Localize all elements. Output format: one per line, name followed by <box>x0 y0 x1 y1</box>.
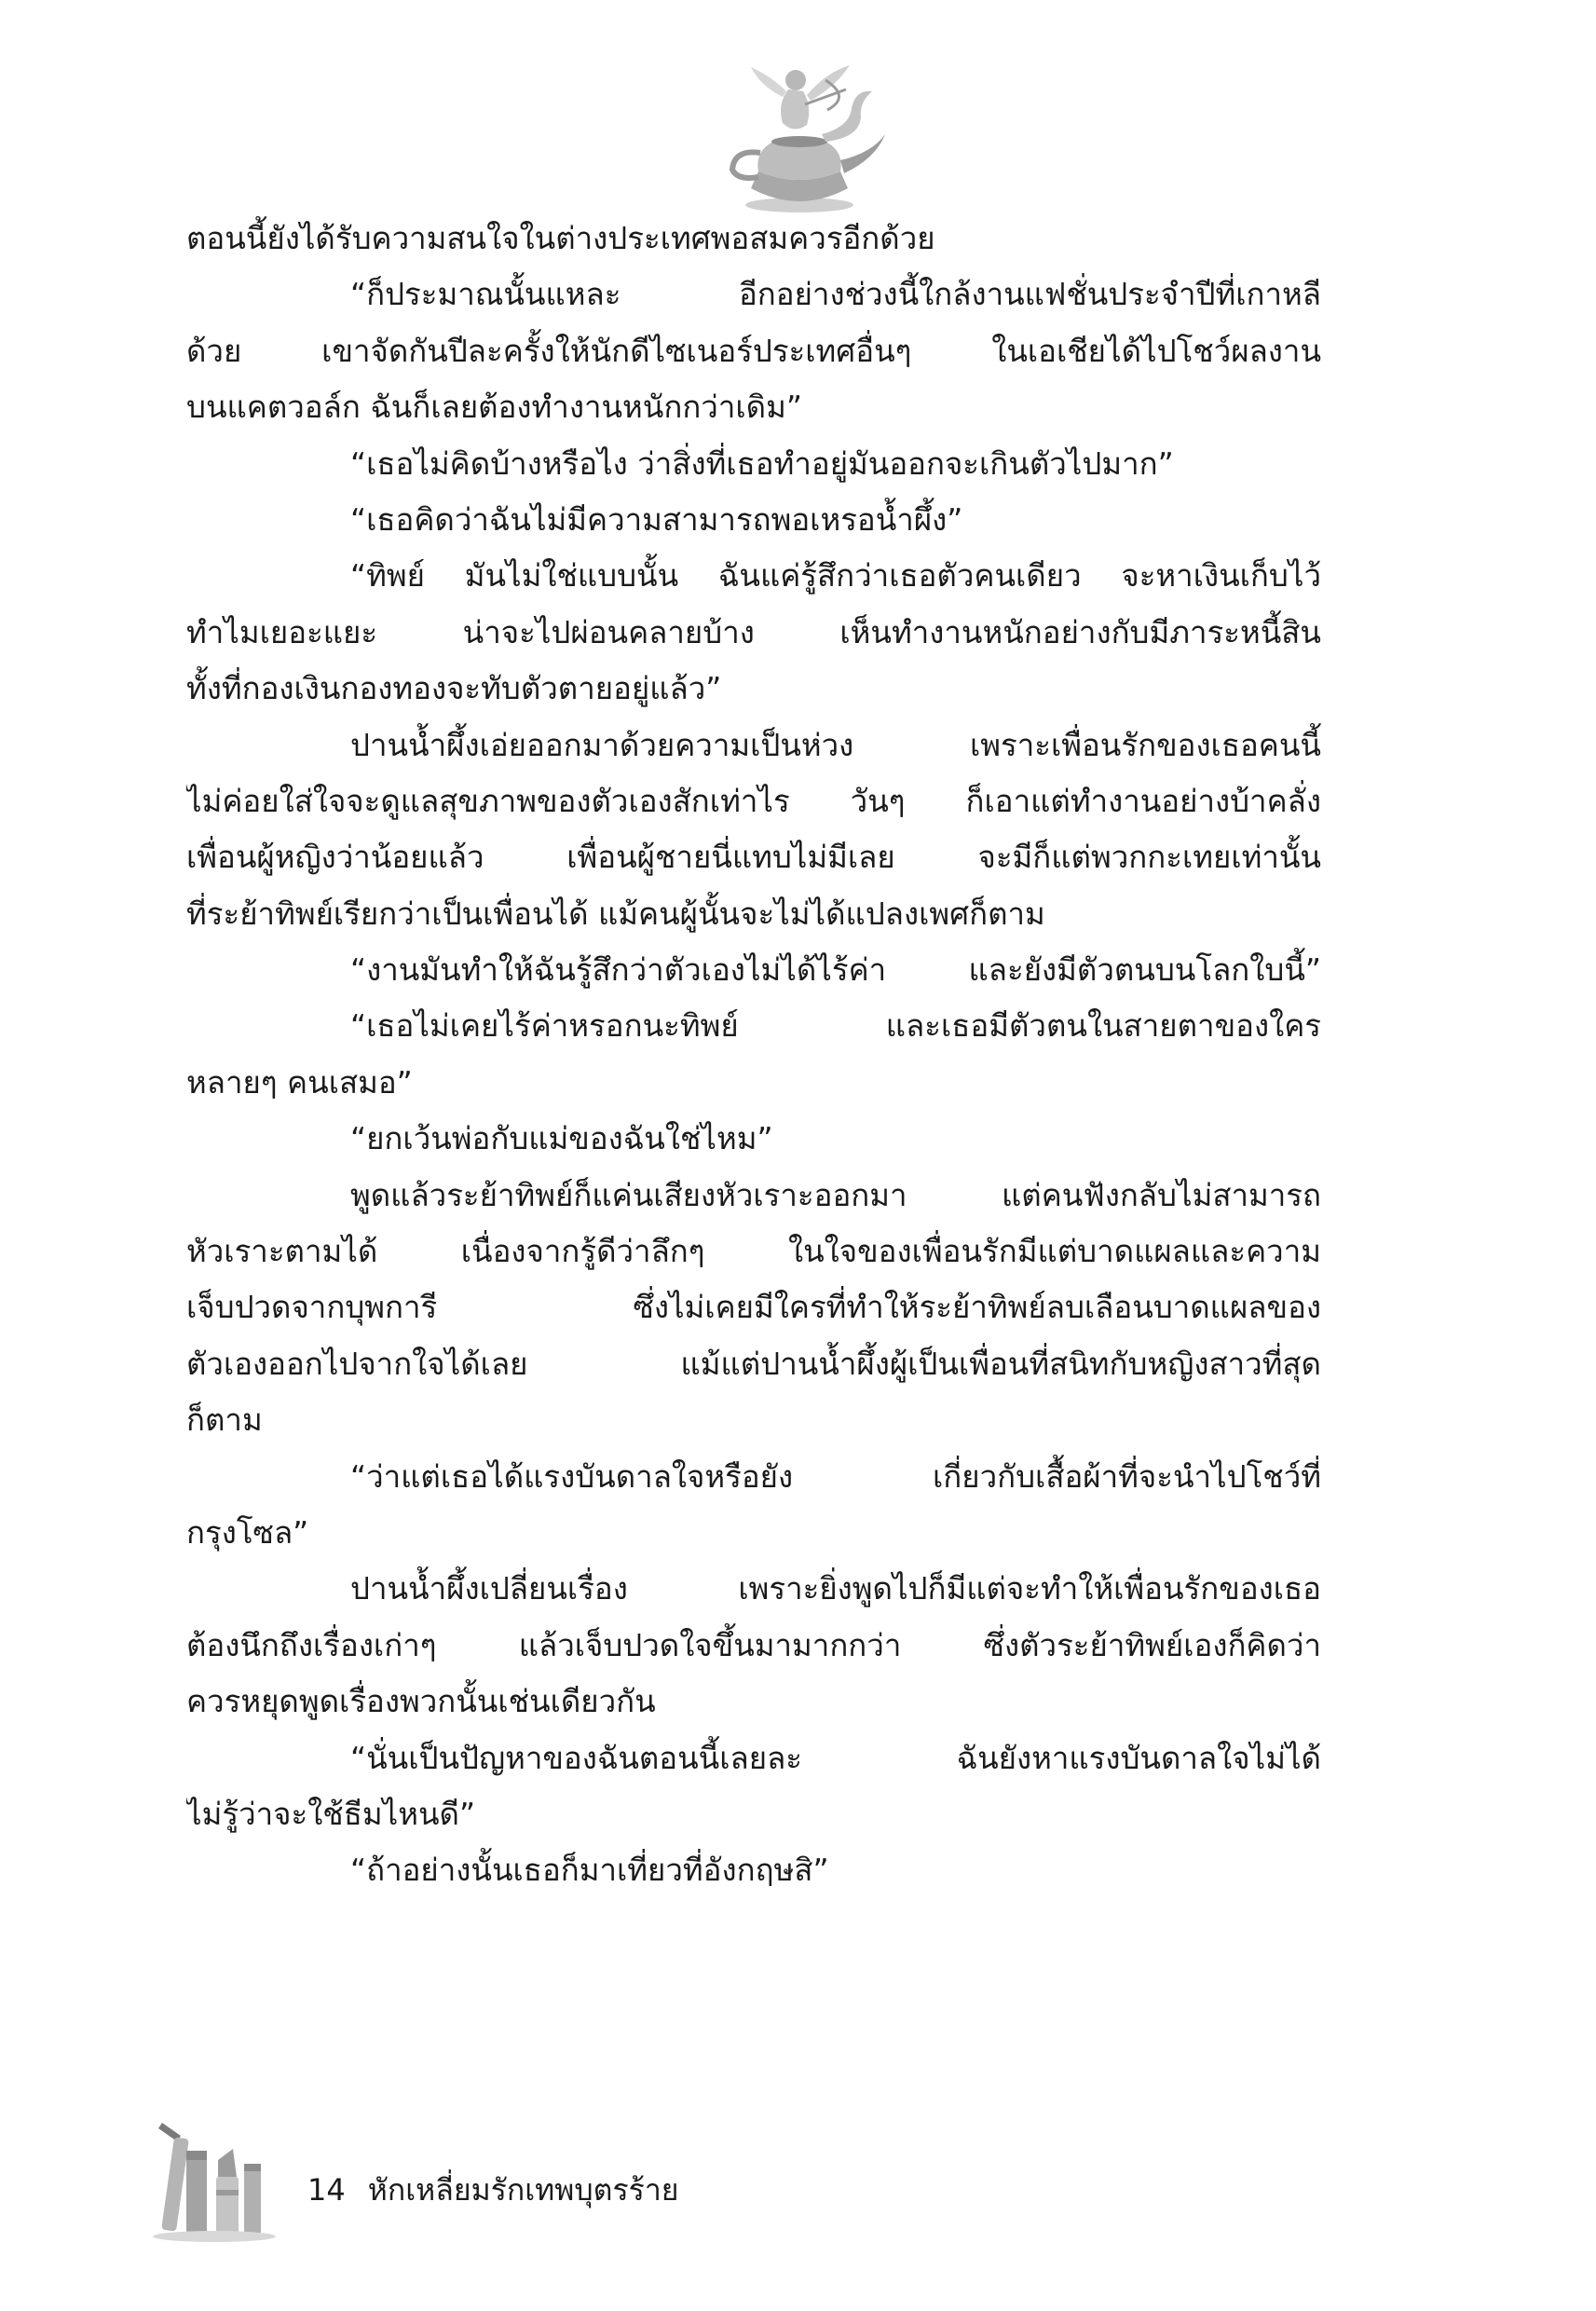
text-line: “นั่นเป็นปัญหาของฉันตอนนี้เลยละ ฉันยังหาแรงบันดาลใจไม่ได้ <box>350 1739 1321 1776</box>
text-line: ทำไมเยอะแยะ น่าจะไปผ่อนคลายบ้าง เห็นทำงานหนักอย่างกับมีภาระหนี้สิน <box>186 613 1321 650</box>
text-line: “ทิพย์ มันไม่ใช่แบบนั้น ฉันแค่รู้สึกว่าเธอตัวคนเดียว จะหาเงินเก็บไว้ <box>350 557 1321 595</box>
text-line: ควรหยุดพูดเรื่องพวกนั้นเช่นเดียวกัน <box>186 1683 656 1720</box>
text-line: เจ็บปวดจากบุพการี ซึ่งไม่เคยมีใครที่ทำให้ระย้าทิพย์ลบเลือนบาดแผลของ <box>186 1289 1321 1326</box>
text-line: ไม่รู้ว่าจะใช้ธีมไหนดี” <box>186 1795 476 1832</box>
page-number: 14 <box>307 2172 346 2208</box>
text-line: หลายๆ คนเสมอ” <box>186 1063 413 1101</box>
cosmetics-brush-lipstick-icon <box>140 2104 289 2244</box>
text-line: ไม่ค่อยใส่ใจจะดูแลสุขภาพของตัวเองสักเท่าไร วันๆ ก็เอาแต่ทำงานอย่างบ้าคลั่ง <box>186 782 1321 819</box>
text-line: กรุงโซล” <box>186 1513 309 1551</box>
text-line: ปานน้ำผึ้งเปลี่ยนเรื่อง เพราะยิ่งพูดไปก็มีแต่จะทำให้เพื่อนรักของเธอ <box>350 1570 1321 1607</box>
text-line: ปานน้ำผึ้งเอ่ยออกมาด้วยความเป็นห่วง เพราะเพื่อนรักของเธอคนนี้ <box>350 726 1321 763</box>
text-line: หัวเราะตามได้ เนื่องจากรู้ดีว่าลึกๆ ในใจของเพื่อนรักมีแต่บาดแผลและความ <box>186 1233 1321 1270</box>
text-line: ทั้งที่กองเงินกองทองจะทับตัวตายอยู่แล้ว” <box>186 670 722 707</box>
footer-caption <box>307 2171 679 2208</box>
text-line: “ว่าแต่เธอได้แรงบันดาลใจหรือยัง เกี่ยวกับเสื้อผ้าที่จะนำไปโชว์ที่ <box>350 1457 1321 1495</box>
text-line: “เธอไม่เคยไร้ค่าหรอกนะทิพย์ และเธอมีตัวตนในสายตาของใคร <box>350 1007 1321 1045</box>
page-footer <box>140 2104 792 2244</box>
text-line: “ก็ประมาณนั้นแหละ อีกอย่างช่วงนี้ใกล้งานแฟชั่นประจำปีที่เกาหลี <box>350 276 1321 313</box>
text-line: ตัวเองออกไปจากใจได้เลย แม้แต่ปานน้ำผึ้งผู้เป็นเพื่อนที่สนิทกับหญิงสาวที่สุด <box>186 1345 1321 1382</box>
text-line: ตอนนี้ยังได้รับความสนใจในต่างประเทศพอสมควรอีกด้วย <box>186 220 935 256</box>
text-line: “ถ้าอย่างนั้นเธอก็มาเที่ยวที่อังกฤษสิ” <box>350 1852 829 1889</box>
text-line: “เธอคิดว่าฉันไม่มีความสามารถพอเหรอน้ำผึ้ง” <box>350 500 963 538</box>
text-line: บนแคตวอล์ก ฉันก็เลยต้องทำงานหนักกว่าเดิม” <box>186 389 802 426</box>
text-line: ก็ตาม <box>186 1402 263 1439</box>
book-title: หักเหลี่ยมรักเทพบุตรร้าย <box>367 2172 679 2208</box>
text-line: เพื่อนผู้หญิงว่าน้อยแล้ว เพื่อนผู้ชายนี่แทบไม่มีเลย จะมีก็แต่พวกกะเทยเท่านั้น <box>186 839 1321 876</box>
text-line: “งานมันทำให้ฉันรู้สึกว่าตัวเองไม่ได้ไร้ค่า และยังมีตัวตนบนโลกใบนี้” <box>350 951 1321 989</box>
text-line: พูดแล้วระย้าทิพย์ก็แค่นเสียงหัวเราะออกมา แต่คนฟังกลับไม่สามารถ <box>350 1176 1321 1213</box>
body-text <box>186 211 1321 1899</box>
text-line: “เธอไม่คิดบ้างหรือไง ว่าสิ่งที่เธอทำอยู่มันออกจะเกินตัวไปมาก” <box>350 444 1174 482</box>
text-line: ต้องนึกถึงเรื่องเก่าๆ แล้วเจ็บปวดใจขึ้นมามากกว่า ซึ่งตัวระย้าทิพย์เองก็คิดว่า <box>186 1626 1321 1663</box>
text-line: ด้วย เขาจัดกันปีละครั้งให้นักดีไซเนอร์ประเทศอื่นๆ ในเอเชียได้ไปโชว์ผลงาน <box>186 332 1321 369</box>
cupid-teapot-logo-icon <box>686 48 913 226</box>
text-line: ที่ระย้าทิพย์เรียกว่าเป็นเพื่อนได้ แม้คนผู้นั้นจะไม่ได้แปลงเพศก็ตาม <box>186 895 1045 932</box>
text-line: “ยกเว้นพ่อกับแม่ของฉันใช่ไหม” <box>350 1120 773 1157</box>
